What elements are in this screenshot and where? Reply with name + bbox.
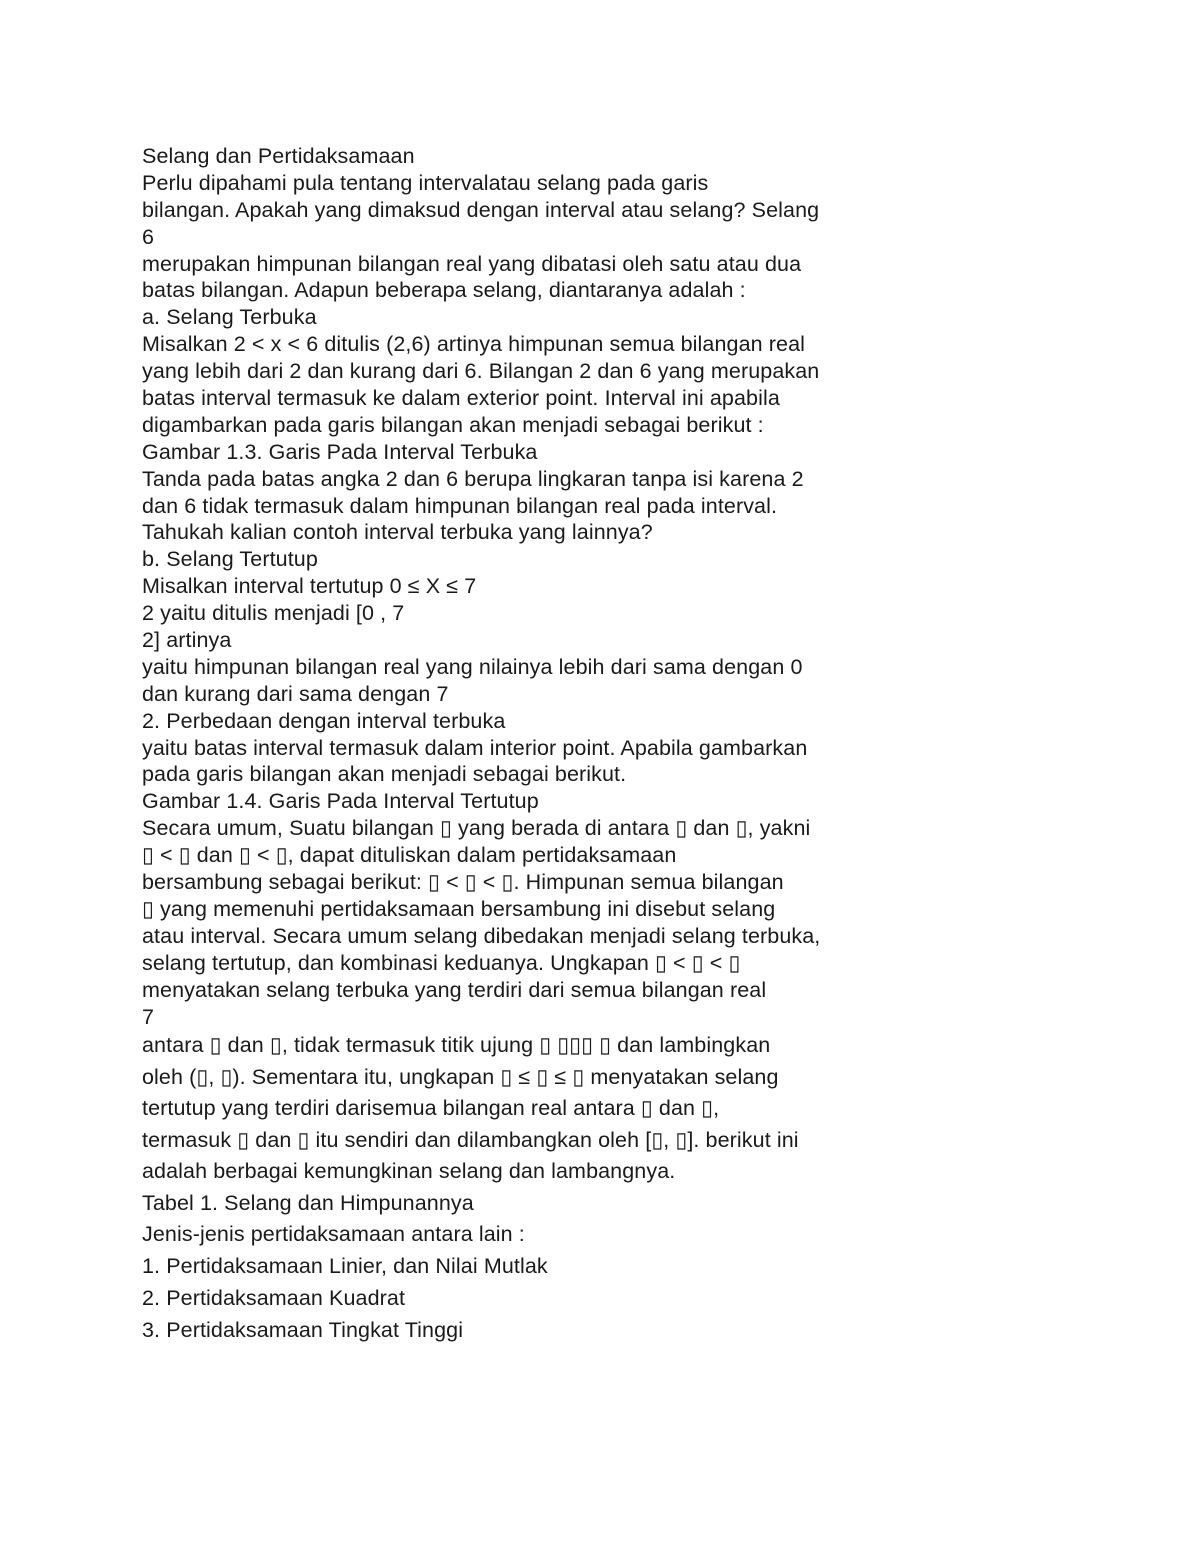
paragraph-line: dan kurang dari sama dengan 7 — [142, 681, 449, 706]
paragraph-line: selang tertutup, dan kombinasi keduanya. Ungkapan ▯ < ▯ < ▯ — [142, 950, 741, 975]
paragraph-line: merupakan himpunan bilangan real yang dibatasi oleh satu atau dua — [142, 251, 802, 276]
table-caption: Tabel 1. Selang dan Himpunannya — [142, 1190, 474, 1215]
paragraph-line: bersambung sebagai berikut: ▯ < ▯ < ▯. Himpunan semua bilangan — [142, 870, 784, 895]
figure-caption: Gambar 1.4. Garis Pada Interval Tertutup — [142, 789, 539, 814]
paragraph-line: ▯ < ▯ dan ▯ < ▯, dapat dituliskan dalam pertidaksamaan — [142, 843, 677, 868]
paragraph-line: adalah berbagai kemungkinan selang dan lambangnya. — [142, 1159, 676, 1184]
page-number: 6 — [142, 224, 155, 249]
list-item: 1. Pertidaksamaan Linier, dan Nilai Mutlak — [142, 1254, 548, 1279]
section-heading: 2. Perbedaan dengan interval terbuka — [142, 708, 506, 733]
paragraph-line: 2] artinya — [142, 628, 232, 653]
paragraph-line: Tahukah kalian contoh interval terbuka yang lainnya? — [142, 520, 653, 545]
paragraph-line: yang lebih dari 2 dan kurang dari 6. Bilangan 2 dan 6 yang merupakan — [142, 359, 820, 384]
list-item: 2. Pertidaksamaan Kuadrat — [142, 1285, 406, 1310]
paragraph-line: antara ▯ dan ▯, tidak termasuk titik ujung ▯ ▯▯▯ ▯ dan lambingkan — [142, 1033, 771, 1058]
paragraph-line: yaitu himpunan bilangan real yang nilainya lebih dari sama dengan 0 — [142, 654, 803, 679]
paragraph-line: pada garis bilangan akan menjadi sebagai berikut. — [142, 762, 627, 787]
paragraph-line: yaitu batas interval termasuk dalam interior point. Apabila gambarkan — [142, 735, 808, 760]
document-body — [142, 143, 902, 1347]
paragraph-line: batas interval termasuk ke dalam exterior point. Interval ini apabila — [142, 386, 780, 411]
section-heading: b. Selang Tertutup — [142, 547, 318, 572]
paragraph-line: Tanda pada batas angka 2 dan 6 berupa lingkaran tanpa isi karena 2 — [142, 466, 804, 491]
paragraph-line: menyatakan selang terbuka yang terdiri dari semua bilangan real — [142, 977, 767, 1002]
paragraph-line: batas bilangan. Adapun beberapa selang, diantaranya adalah : — [142, 278, 746, 303]
paragraph-line: bilangan. Apakah yang dimaksud dengan interval atau selang? Selang — [142, 197, 820, 222]
paragraph-line: termasuk ▯ dan ▯ itu sendiri dan dilambangkan oleh [▯, ▯]. berikut ini — [142, 1127, 799, 1152]
paragraph-line: tertutup yang terdiri darisemua bilangan real antara ▯ dan ▯, — [142, 1096, 720, 1121]
paragraph-line: Misalkan 2 < x < 6 ditulis (2,6) artinya himpunan semua bilangan real — [142, 332, 806, 357]
paragraph-line: dan 6 tidak termasuk dalam himpunan bilangan real pada interval. — [142, 493, 778, 518]
paragraph-line: Perlu dipahami pula tentang intervalatau selang pada garis — [142, 170, 709, 195]
paragraph-line: ▯ yang memenuhi pertidaksamaan bersambung ini disebut selang — [142, 896, 776, 921]
paragraph-line: Misalkan interval tertutup 0 ≤ X ≤ 7 — [142, 574, 477, 599]
paragraph-line: digambarkan pada garis bilangan akan menjadi sebagai berikut : — [142, 412, 764, 437]
section-heading: a. Selang Terbuka — [142, 305, 317, 330]
list-intro: Jenis-jenis pertidaksamaan antara lain : — [142, 1222, 525, 1247]
figure-caption: Gambar 1.3. Garis Pada Interval Terbuka — [142, 439, 538, 464]
paragraph-line: 2 yaitu ditulis menjadi [0 , 7 — [142, 601, 405, 626]
list-item: 3. Pertidaksamaan Tingkat Tinggi — [142, 1317, 464, 1342]
document-title: Selang dan Pertidaksamaan — [142, 144, 415, 168]
page-number: 7 — [142, 1004, 155, 1029]
paragraph-line: atau interval. Secara umum selang dibedakan menjadi selang terbuka, — [142, 923, 821, 948]
paragraph-line: Secara umum, Suatu bilangan ▯ yang berada di antara ▯ dan ▯, yakni — [142, 816, 811, 841]
paragraph-line: oleh (▯, ▯). Sementara itu, ungkapan ▯ ≤ ▯ ≤ ▯ menyatakan selang — [142, 1064, 779, 1089]
